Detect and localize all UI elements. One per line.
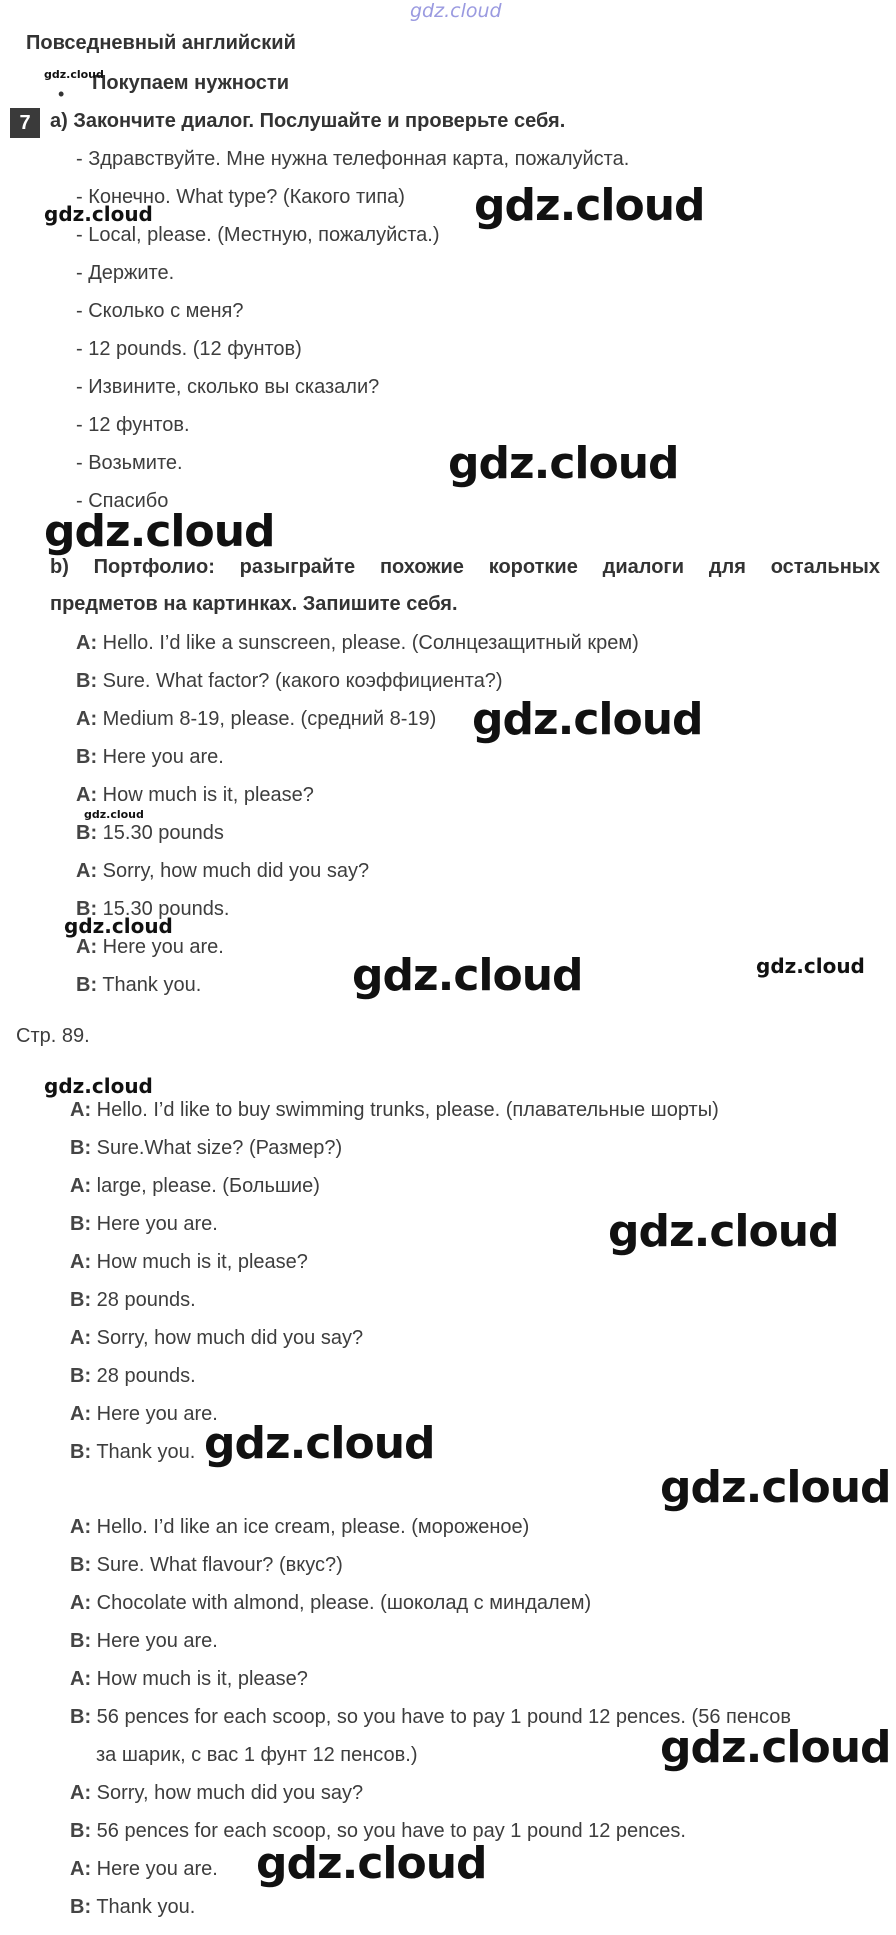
speaker-label: A: <box>76 708 98 730</box>
speaker-label: A: <box>70 1858 92 1880</box>
table-row <box>70 1553 343 1577</box>
speaker-label: B: <box>70 1365 92 1387</box>
speaker-label: B: <box>70 1706 92 1728</box>
speaker-label: B: <box>70 1896 92 1918</box>
page-label: Стр. 89. <box>16 1025 90 1047</box>
table-row <box>76 973 201 997</box>
table-row <box>70 1174 320 1198</box>
speaker-label: A: <box>70 1782 92 1804</box>
speaker-label: B: <box>70 1820 92 1842</box>
speaker-label: A: <box>70 1516 92 1538</box>
part-b-instruction-line1: b) Портфолио: разыграйте похожие короткие диалоги для остальных <box>50 556 880 578</box>
dialog-text: Thank you. <box>96 1896 196 1918</box>
table-row <box>70 1895 195 1919</box>
table-row <box>76 707 436 731</box>
dialog-text: Here you are. <box>96 1403 218 1425</box>
watermark: gdz.cloud <box>448 438 679 489</box>
list-item: - Конечно. What type? (Какого типа) <box>76 186 405 208</box>
section-title: Повседневный английский <box>26 32 296 54</box>
dialog-text: Here you are. <box>96 1630 218 1652</box>
dialog-text: Sorry, how much did you say? <box>96 1782 364 1804</box>
table-row <box>70 1440 195 1464</box>
list-item: - Извините, сколько вы сказали? <box>76 376 380 398</box>
speaker-label: B: <box>70 1213 92 1235</box>
dialog-text: Here you are. <box>102 936 224 958</box>
dialog-text: Sure.What size? (Размер?) <box>96 1137 343 1159</box>
watermark: gdz.cloud <box>256 1838 487 1889</box>
list-item: - Спасибо <box>76 490 169 512</box>
speaker-label: A: <box>70 1403 92 1425</box>
speaker-label: B: <box>70 1554 92 1576</box>
speaker-label: B: <box>70 1289 92 1311</box>
table-row <box>70 1136 342 1160</box>
dialog-text: Sorry, how much did you say? <box>96 1327 364 1349</box>
watermark: gdz.cloud <box>44 506 275 557</box>
dialog-text: Hello. I’d like to buy swimming trunks, please. (плавательные шорты) <box>96 1099 719 1121</box>
dialog-text: large, please. (Большие) <box>96 1175 320 1197</box>
dialog-text: за шарик, с вас 1 фунт 12 пенсов.) <box>96 1744 418 1766</box>
bullet-icon: • <box>58 84 65 104</box>
table-row <box>76 783 314 807</box>
dialog-text: Sure. What flavour? (вкус?) <box>96 1554 343 1576</box>
speaker-label: B: <box>70 1630 92 1652</box>
list-item: - 12 pounds. (12 фунтов) <box>76 338 302 360</box>
list-item: - Держите. <box>76 262 175 284</box>
speaker-label: A: <box>76 632 98 654</box>
dialog-text: 28 pounds. <box>96 1365 196 1387</box>
dialog-text: Chocolate with almond, please. (шоколад с миндалем) <box>96 1592 592 1614</box>
table-row <box>76 821 224 845</box>
dialog-text: Medium 8-19, please. (средний 8-19) <box>102 708 437 730</box>
table-row <box>70 1402 218 1426</box>
watermark: gdz.cloud <box>84 808 144 821</box>
dialog-text: How much is it, please? <box>102 784 314 806</box>
table-row <box>70 1212 218 1236</box>
table-row <box>70 1857 218 1881</box>
table-row <box>70 1288 196 1312</box>
speaker-label: A: <box>70 1099 92 1121</box>
table-row <box>96 1743 417 1767</box>
watermark: gdz.cloud <box>660 1462 891 1513</box>
bullet-heading: Покупаем нужности <box>92 72 290 94</box>
speaker-label: A: <box>70 1668 92 1690</box>
dialog-text: Sorry, how much did you say? <box>102 860 370 882</box>
list-item: - Возьмите. <box>76 452 183 474</box>
exercise-number-badge: 7 <box>10 108 40 138</box>
table-row <box>76 669 503 693</box>
table-row <box>76 745 224 769</box>
dialog-text: 56 pences for each scoop, so you have to pay 1 pound 12 pences. (56 пенсов <box>96 1706 791 1728</box>
speaker-label: B: <box>76 670 98 692</box>
watermark: gdz.cloud <box>44 68 104 81</box>
watermark: gdz.cloud <box>44 1074 153 1098</box>
watermark: gdz.cloud <box>64 914 173 938</box>
list-item: - Здравствуйте. Мне нужна телефонная карта, пожалуйста. <box>76 148 630 170</box>
table-row <box>76 631 639 655</box>
dialog-text: 56 pences for each scoop, so you have to pay 1 pound 12 pences. <box>96 1820 686 1842</box>
dialog-text: Hello. I’d like a sunscreen, please. (Солнцезащитный крем) <box>102 632 639 654</box>
dialog-text: 15.30 pounds. <box>102 898 230 920</box>
speaker-label: A: <box>70 1175 92 1197</box>
watermark: gdz.cloud <box>44 202 153 226</box>
dialog-text: How much is it, please? <box>96 1668 308 1690</box>
speaker-label: B: <box>70 1441 92 1463</box>
speaker-label: B: <box>76 974 98 996</box>
watermark: gdz.cloud <box>474 180 705 231</box>
list-item: - Local, please. (Местную, пожалуйста.) <box>76 224 440 246</box>
table-row <box>70 1326 363 1350</box>
speaker-label: A: <box>70 1592 92 1614</box>
speaker-label: B: <box>76 898 98 920</box>
table-row <box>70 1250 308 1274</box>
speaker-label: B: <box>76 746 98 768</box>
table-row <box>70 1098 719 1122</box>
dialog-text: 28 pounds. <box>96 1289 196 1311</box>
dialog-text: Here you are. <box>102 746 224 768</box>
watermark: gdz.cloud <box>608 1206 839 1257</box>
list-item: - Сколько с меня? <box>76 300 244 322</box>
speaker-label: B: <box>76 822 98 844</box>
table-row <box>76 935 224 959</box>
table-row <box>70 1364 196 1388</box>
speaker-label: A: <box>70 1251 92 1273</box>
part-b-instruction-line2: предметов на картинках. Запишите себя. <box>50 593 458 615</box>
dialog-text: Hello. I’d like an ice cream, please. (мороженое) <box>96 1516 530 1538</box>
table-row <box>70 1629 218 1653</box>
dialog-text: How much is it, please? <box>96 1251 308 1273</box>
watermark: gdz.cloud <box>352 950 583 1001</box>
table-row <box>70 1781 363 1805</box>
watermark: gdz.cloud <box>756 954 865 978</box>
dialog-text: Here you are. <box>96 1213 218 1235</box>
table-row <box>70 1667 308 1691</box>
dialog-text: Here you are. <box>96 1858 218 1880</box>
dialog-text: 15.30 pounds <box>102 822 224 844</box>
dialog-text: Sure. What factor? (какого коэффициента?) <box>102 670 503 692</box>
speaker-label: A: <box>76 936 98 958</box>
dialog-text: Thank you. <box>96 1441 196 1463</box>
watermark: gdz.cloud <box>204 1418 435 1469</box>
watermark: gdz.cloud <box>660 1722 891 1773</box>
dialog-text: Thank you. <box>102 974 202 996</box>
top-watermark: gdz.cloud <box>410 0 502 22</box>
table-row <box>70 1591 591 1615</box>
table-row <box>70 1515 529 1539</box>
speaker-label: A: <box>70 1327 92 1349</box>
table-row <box>76 859 369 883</box>
speaker-label: A: <box>76 784 98 806</box>
part-a-instruction: a) Закончите диалог. Послушайте и проверьте себя. <box>50 110 566 132</box>
speaker-label: B: <box>70 1137 92 1159</box>
speaker-label: A: <box>76 860 98 882</box>
list-item: - 12 фунтов. <box>76 414 190 436</box>
watermark: gdz.cloud <box>472 694 703 745</box>
